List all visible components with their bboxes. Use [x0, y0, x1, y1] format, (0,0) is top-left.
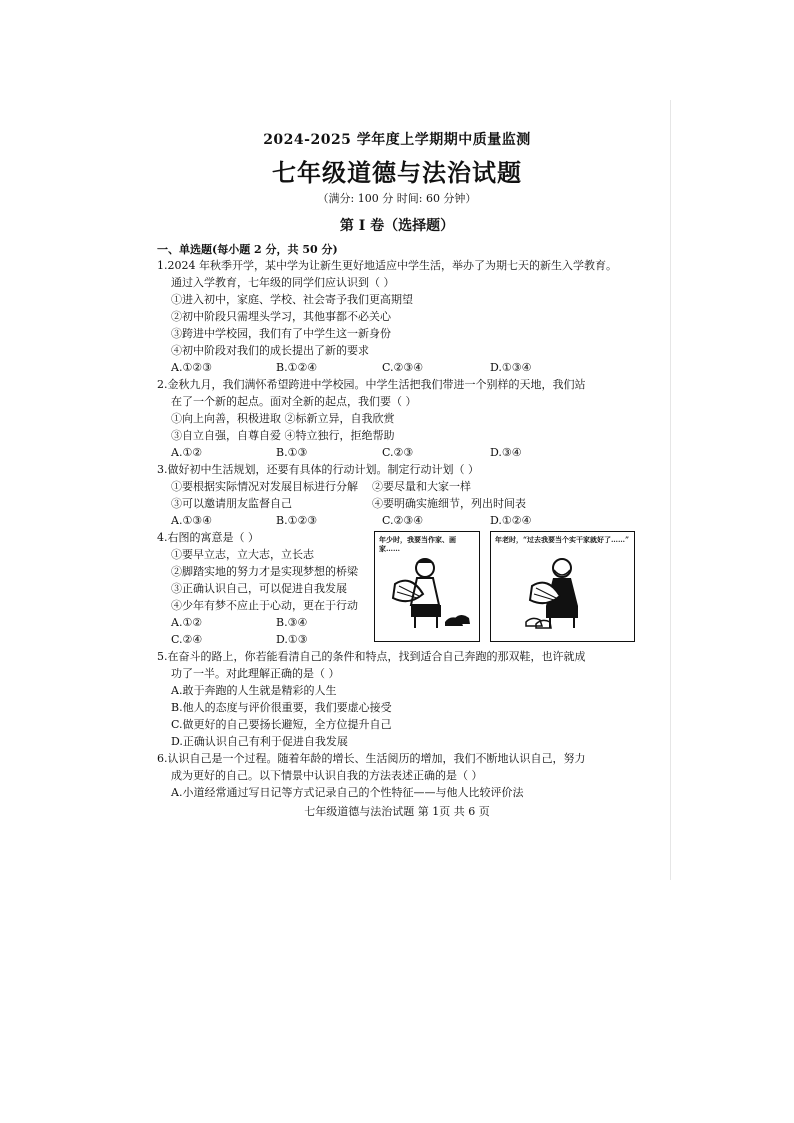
q3-item-1: ①要根据实际情况对发展目标进行分解	[171, 480, 358, 493]
exam-title: 七年级道德与法治试题	[272, 158, 522, 187]
q1-item-1: ①进入初中，家庭、学校、社会寄予我们更高期望	[171, 293, 413, 306]
q4-item-3: ③正确认识自己，可以促进自我发展	[171, 582, 347, 595]
young-person-dreaming-icon	[381, 550, 473, 632]
q5-option-b: B.他人的态度与评价很重要，我们要虚心接受	[171, 701, 392, 714]
q4-option-d: D.①③	[276, 633, 308, 646]
exam-info: （满分: 100 分 时间: 60 分钟）	[317, 192, 477, 205]
q6-stem-line-1: 6.认识自己是一个过程。随着年龄的增长、生活阅历的增加，我们不断地认识自己，努力	[157, 752, 586, 765]
q3-item-2: ②要尽量和大家一样	[372, 480, 471, 493]
q6-stem-line-2: 成为更好的自己。以下情景中认识自我的方法表述正确的是（ ）	[171, 769, 483, 782]
cartoon-caption-young: 年少时，我要当作家、画家……	[379, 535, 456, 553]
q1-stem-line-1: 1.2024 年秋季开学，某中学为让新生更好地适应中学生活，举办了为期七天的新生入学教育。	[157, 259, 617, 272]
exam-year-heading: 2024-2025 学年度上学期期中质量监测	[263, 132, 531, 148]
q2-option-d: D.③④	[490, 446, 522, 459]
q2-stem-line-2: 在了一个新的起点。面对全新的起点，我们要（ ）	[171, 395, 417, 408]
part-heading: 第 I 卷（选择题）	[339, 218, 455, 234]
q5-option-a: A.敢于奔跑的人生就是精彩的人生	[171, 684, 337, 697]
q2-option-c: C.②③	[382, 446, 414, 459]
cartoon-panel-old	[490, 531, 635, 642]
q1-option-c: C.②③④	[382, 361, 424, 374]
q1-option-d: D.①③④	[490, 361, 532, 374]
q5-stem-line-1: 5.在奋斗的路上，你若能看清自己的条件和特点，找到适合自己奔跑的那双鞋，也许就成	[157, 650, 586, 663]
q1-option-b: B.①②④	[276, 361, 318, 374]
q4-item-4: ④少年有梦不应止于心动，更在于行动	[171, 599, 358, 612]
cartoon-panel-young	[374, 531, 480, 642]
q3-option-a: A.①③④	[171, 514, 213, 527]
q3-option-d: D.①②④	[490, 514, 532, 527]
q6-option-a: A.小道经常通过写日记等方式记录自己的个性特征——与他人比较评价法	[171, 786, 524, 799]
q5-option-c: C.做更好的自己要扬长避短，全方位提升自己	[171, 718, 392, 731]
q2-item-2: ③自立自强，自尊自爱 ④特立独行，拒绝帮助	[171, 429, 395, 442]
q1-item-2: ②初中阶段只需埋头学习，其他事都不必关心	[171, 310, 391, 323]
q1-item-3: ③跨进中学校园，我们有了中学生这一新身份	[171, 327, 391, 340]
q3-option-c: C.②③④	[382, 514, 424, 527]
q1-option-a: A.①②③	[171, 361, 213, 374]
q1-stem-line-2: 通过入学教育，七年级的同学们应认识到（ ）	[171, 276, 395, 289]
q4-option-a: A.①②	[171, 616, 203, 629]
q2-option-a: A.①②	[171, 446, 203, 459]
q2-option-b: B.①③	[276, 446, 308, 459]
q4-option-c: C.②④	[171, 633, 203, 646]
page-footer: 七年级道德与法治试题 第 1页 共 6 页	[304, 805, 490, 818]
q5-option-d: D.正确认识自己有利于促进自我发展	[171, 735, 348, 748]
q4-item-1: ①要早立志，立大志，立长志	[171, 548, 314, 561]
q3-item-3: ③可以邀请朋友监督自己	[171, 497, 292, 510]
q2-item-1: ①向上向善，积极进取 ②标新立异，自我欣赏	[171, 412, 395, 425]
q4-stem: 4.右图的寓意是（ ）	[157, 531, 259, 544]
q3-option-b: B.①②③	[276, 514, 318, 527]
q5-stem-line-2: 功了一半。对此理解正确的是（ ）	[171, 667, 340, 680]
q2-stem-line-1: 2.金秋九月，我们满怀希望跨进中学校园。中学生活把我们带进一个别样的天地，我们站	[157, 378, 586, 391]
cartoon-caption-old: 年老时，“过去我要当个实干家就好了……”	[495, 535, 630, 544]
section-title: 一、单选题(每小题 2 分，共 50 分)	[157, 243, 338, 256]
q3-item-4: ④要明确实施细节，列出时间表	[372, 497, 526, 510]
old-person-regretting-icon	[516, 550, 608, 632]
q3-stem: 3.做好初中生活规划，还要有具体的行动计划。制定行动计划（ ）	[157, 463, 479, 476]
q4-item-2: ②脚踏实地的努力才是实现梦想的桥梁	[171, 565, 358, 578]
q4-option-b: B.③④	[276, 616, 308, 629]
q1-item-4: ④初中阶段对我们的成长提出了新的要求	[171, 344, 369, 357]
